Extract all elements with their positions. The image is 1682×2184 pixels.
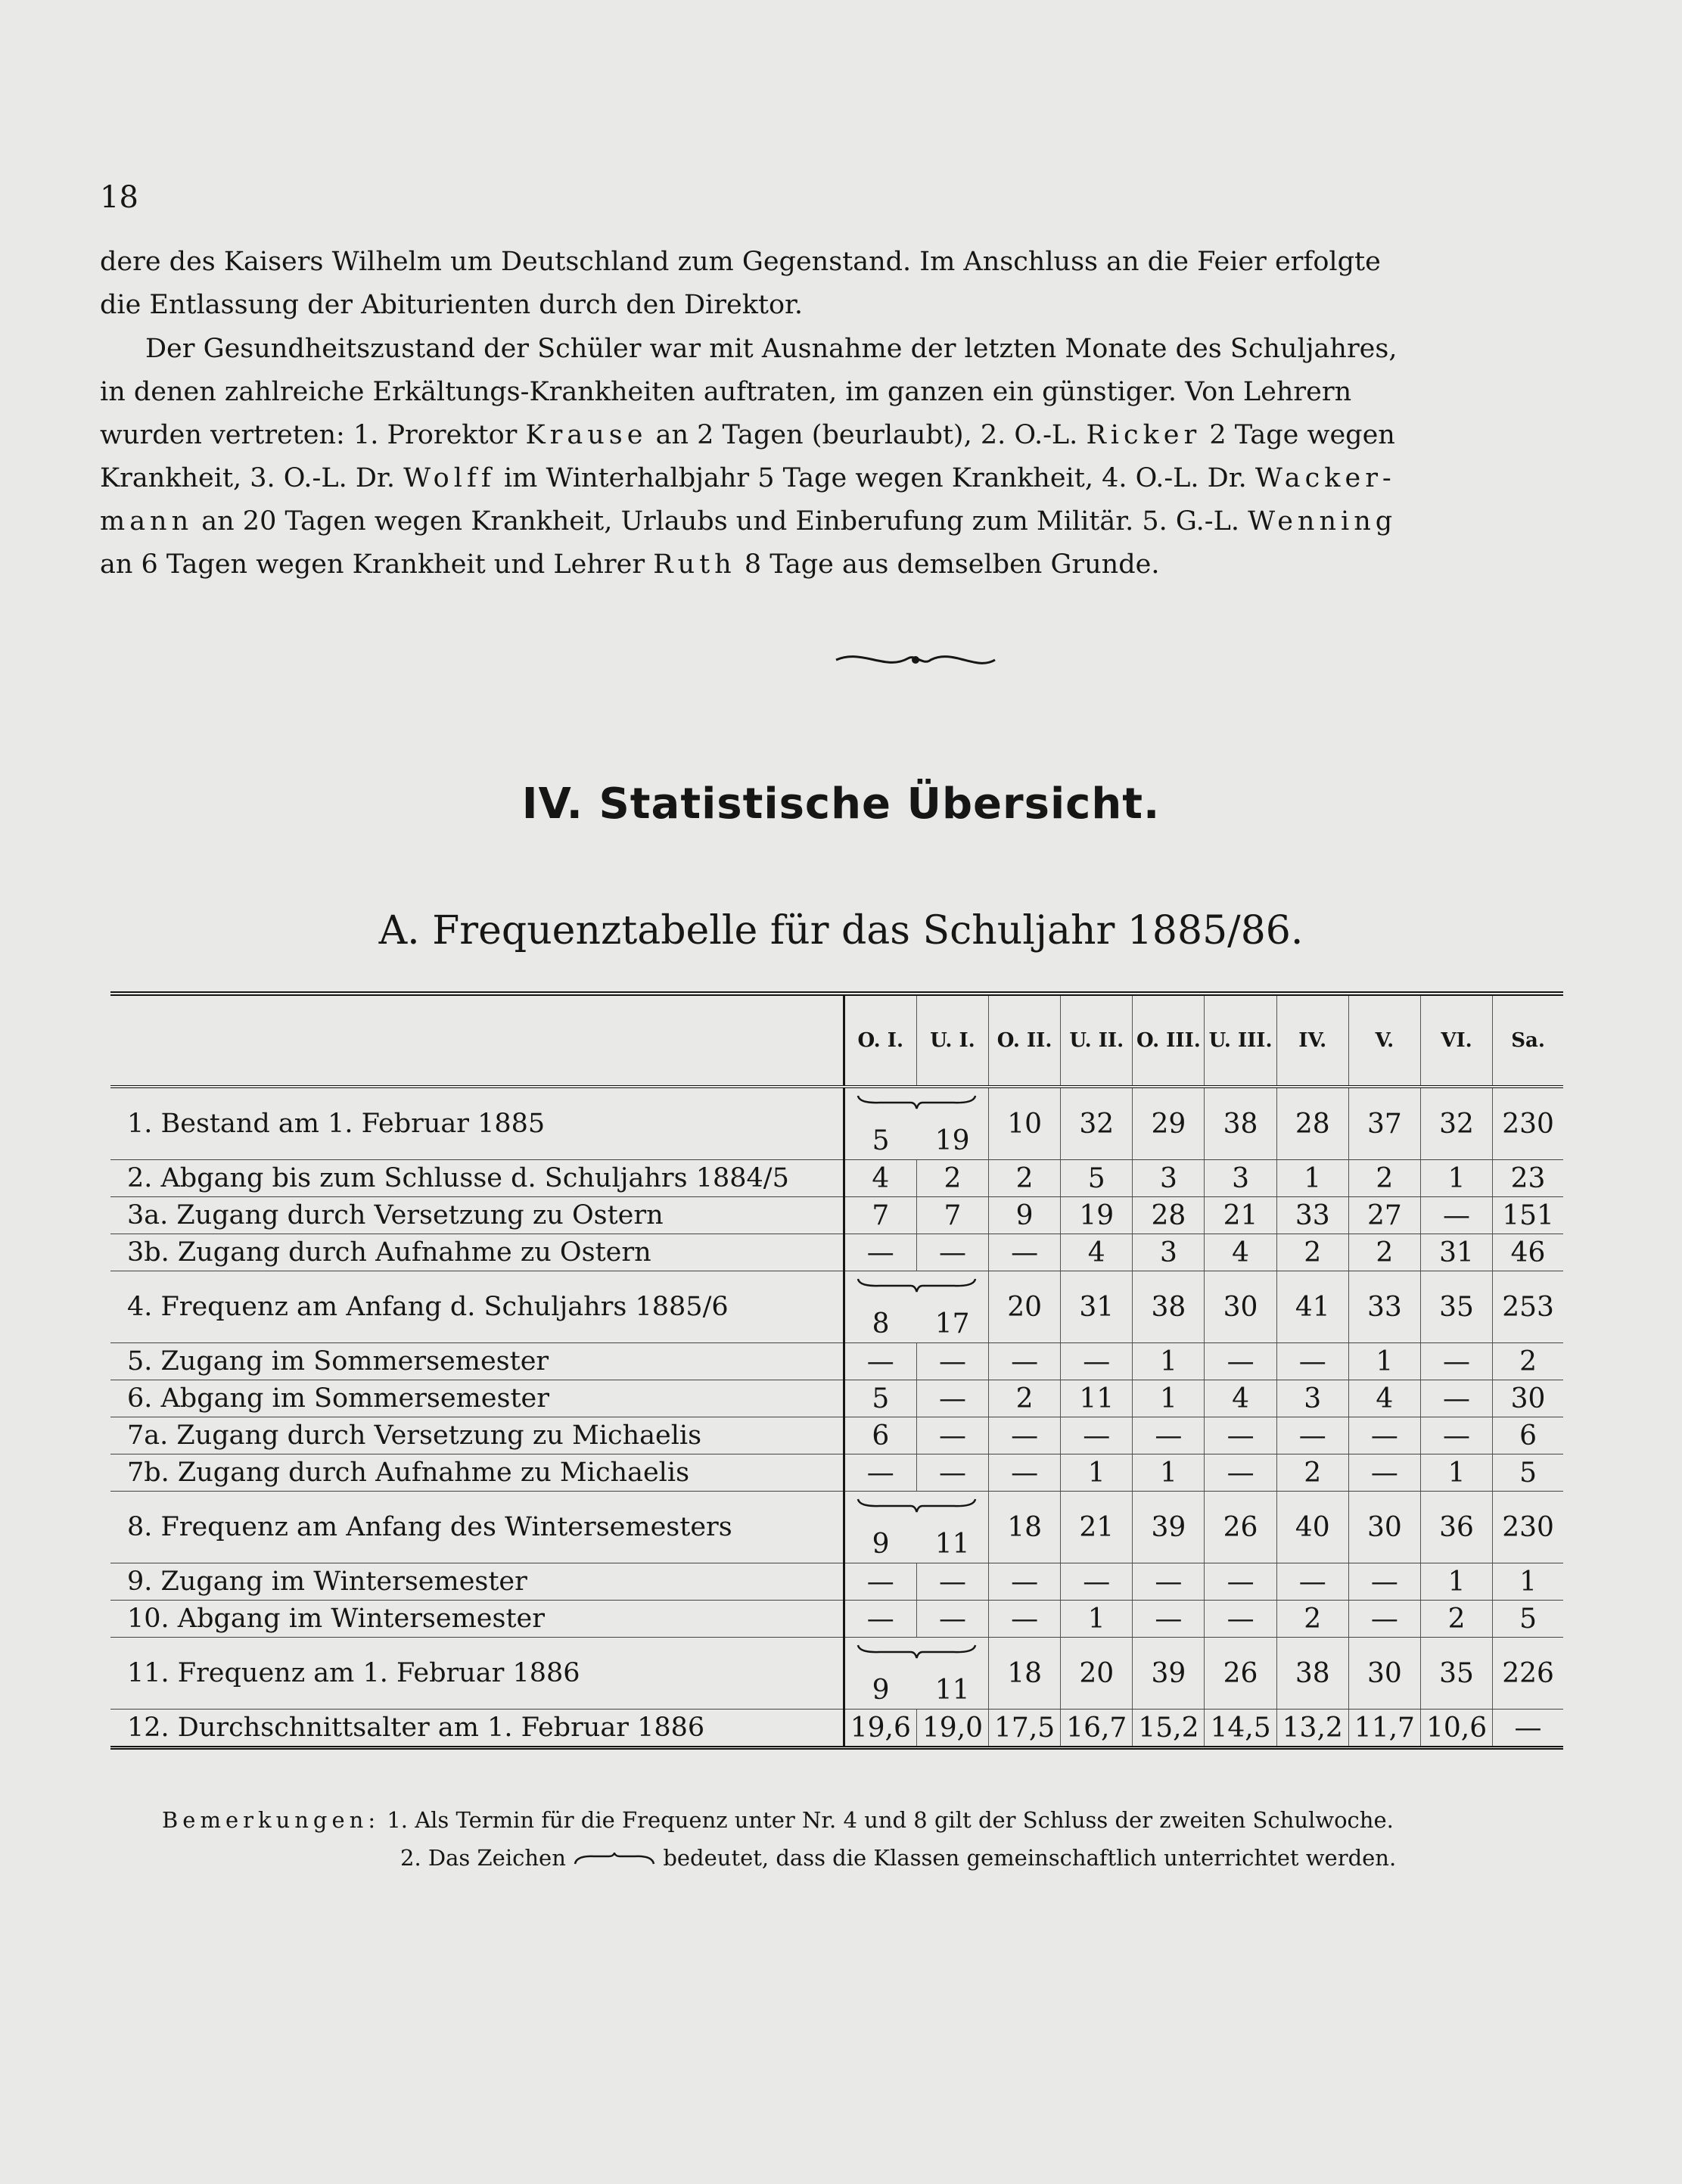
table-cell: 6 — [844, 1417, 916, 1454]
table-cell: 32 — [1061, 1087, 1133, 1160]
table-cell: 7 — [916, 1197, 988, 1234]
merged-values — [845, 1125, 988, 1156]
table-cell: 21 — [1205, 1197, 1276, 1234]
table-cell: 33 — [1348, 1271, 1420, 1343]
table-cell: 30 — [1205, 1271, 1276, 1343]
table-row — [110, 1343, 1563, 1380]
teacher-name: mann — [100, 506, 194, 537]
table-cell: — — [1420, 1417, 1492, 1454]
row-label: 11. Frequenz am 1. Februar 1886 — [110, 1638, 844, 1710]
table-cell: — — [844, 1343, 916, 1380]
merged-value: 11 — [934, 1675, 970, 1706]
section-heading: IV. Statistische Übersicht. — [521, 779, 1161, 829]
teacher-name: Wacker- — [1255, 463, 1396, 493]
table-cell: 20 — [1061, 1638, 1133, 1710]
table-cell: 37 — [1348, 1087, 1420, 1160]
table-cell: 1 — [1493, 1563, 1563, 1601]
table-cell: 2 — [1493, 1343, 1563, 1380]
text-fragment: 2 Tage wegen — [1201, 420, 1395, 450]
merged-value: 5 — [872, 1125, 890, 1156]
table-cell: 1 — [1348, 1343, 1420, 1380]
teacher-name: Krause — [525, 420, 648, 450]
combined-class-brace-icon — [857, 1093, 977, 1109]
table-cell: 31 — [1420, 1234, 1492, 1271]
merged-value: 11 — [934, 1529, 970, 1560]
table-cell: — — [1348, 1454, 1420, 1492]
table-row — [110, 1454, 1563, 1492]
combined-class-brace-icon — [857, 1276, 977, 1293]
row-label: 12. Durchschnittsalter am 1. Februar 1886 — [110, 1710, 844, 1748]
table-cell: — — [844, 1601, 916, 1638]
table-cell: 30 — [1348, 1638, 1420, 1710]
remark-text: bedeutet, dass die Klassen gemeinschaftlich unterrichtet werden. — [663, 1845, 1397, 1871]
table-cell: — — [1061, 1563, 1133, 1601]
column-header: U. I. — [916, 994, 988, 1087]
teacher-name: Wolff — [403, 463, 496, 493]
table-cell: 27 — [1348, 1197, 1420, 1234]
table-cell: 1 — [1133, 1454, 1205, 1492]
table-cell: 1 — [1420, 1160, 1492, 1197]
text-line — [100, 500, 1560, 543]
table-cell: 19 — [1061, 1197, 1133, 1234]
table-cell: 2 — [1348, 1234, 1420, 1271]
table-cell: — — [1493, 1710, 1563, 1748]
table-cell: 2 — [1276, 1234, 1348, 1271]
table-cell: — — [989, 1601, 1061, 1638]
table-cell: 35 — [1420, 1638, 1492, 1710]
column-header: IV. — [1276, 994, 1348, 1087]
table-cell: 10,6 — [1420, 1710, 1492, 1748]
table-cell: 2 — [1348, 1160, 1420, 1197]
frequency-table — [110, 991, 1563, 1750]
table-cell: 4 — [1205, 1234, 1276, 1271]
table-cell: — — [1205, 1343, 1276, 1380]
row-label: 3b. Zugang durch Aufnahme zu Ostern — [110, 1234, 844, 1271]
table-cell: 2 — [1276, 1454, 1348, 1492]
text-fragment: wurden vertreten: 1. Prorektor — [100, 420, 526, 450]
text-line: die Entlassung der Abiturienten durch den Direktor. — [100, 290, 804, 320]
text-fragment: Krankheit, 3. O.-L. Dr. — [100, 463, 404, 493]
sub-heading: A. Frequenztabelle für das Schuljahr 1885/86. — [378, 908, 1304, 954]
table-cell: 32 — [1420, 1087, 1492, 1160]
table-cell: 21 — [1061, 1492, 1133, 1563]
teacher-name: Ricker — [1086, 420, 1202, 450]
remark-text: 2. Das Zeichen — [400, 1845, 566, 1871]
table-cell: 9 — [989, 1197, 1061, 1234]
table-header-row — [110, 994, 1563, 1087]
text-line — [100, 543, 1560, 586]
table-cell: 3 — [1276, 1380, 1348, 1417]
table-cell: 1 — [1133, 1380, 1205, 1417]
row-label: 7a. Zugang durch Versetzung zu Michaelis — [110, 1417, 844, 1454]
table-cell: — — [989, 1563, 1061, 1601]
table-cell: 31 — [1061, 1271, 1133, 1343]
brace-symbol-icon — [573, 1853, 656, 1866]
table-row — [110, 1271, 1563, 1343]
row-label: 7b. Zugang durch Aufnahme zu Michaelis — [110, 1454, 844, 1492]
column-header: Sa. — [1493, 994, 1563, 1087]
table-cell: 230 — [1493, 1492, 1563, 1563]
paragraph-health — [100, 328, 1560, 586]
table-cell: 16,7 — [1061, 1710, 1133, 1748]
table-cell: 30 — [1493, 1380, 1563, 1417]
table-cell: 35 — [1420, 1271, 1492, 1343]
table-cell: — — [916, 1601, 988, 1638]
table-cell: 23 — [1493, 1160, 1563, 1197]
table-row — [110, 1492, 1563, 1563]
table-cell: 253 — [1493, 1271, 1563, 1343]
table-cell: 38 — [1133, 1271, 1205, 1343]
remarks-label: Bemerkungen: — [162, 1807, 381, 1833]
table-cell: 26 — [1205, 1638, 1276, 1710]
table-row — [110, 1160, 1563, 1197]
table-cell: 30 — [1348, 1492, 1420, 1563]
row-label: 4. Frequenz am Anfang d. Schuljahrs 1885/6 — [110, 1271, 844, 1343]
table-cell: 14,5 — [1205, 1710, 1276, 1748]
merged-value: 17 — [934, 1308, 970, 1339]
column-header: U. III. — [1205, 994, 1276, 1087]
table-cell: 19,6 — [844, 1710, 916, 1748]
table-cell: 2 — [916, 1160, 988, 1197]
column-header: U. II. — [1061, 994, 1133, 1087]
column-header: O. II. — [989, 994, 1061, 1087]
merged-value: 9 — [872, 1529, 890, 1560]
table-cell: 1 — [1420, 1454, 1492, 1492]
table-cell: 29 — [1133, 1087, 1205, 1160]
table-cell: — — [844, 1454, 916, 1492]
row-label: 1. Bestand am 1. Februar 1885 — [110, 1087, 844, 1160]
table-cell: 226 — [1493, 1638, 1563, 1710]
table-cell: — — [1348, 1563, 1420, 1601]
table-cell: 5 — [1493, 1454, 1563, 1492]
row-label: 8. Frequenz am Anfang des Wintersemesters — [110, 1492, 844, 1563]
text-line: Der Gesundheitszustand der Schüler war mit Ausnahme der letzten Monate des Schuljahres, — [145, 334, 1398, 364]
table-cell: — — [989, 1343, 1061, 1380]
table-cell: 3 — [1205, 1160, 1276, 1197]
text-fragment: 8 Tage aus demselben Grunde. — [735, 549, 1160, 580]
table-cell: — — [989, 1234, 1061, 1271]
table-cell: 20 — [989, 1271, 1061, 1343]
merged-values — [845, 1308, 988, 1339]
table-cell: 5 — [1061, 1160, 1133, 1197]
text-line: in denen zahlreiche Erkältungs-Krankheiten auftraten, im ganzen ein günstiger. Von Lehrern — [100, 377, 1352, 407]
column-header: VI. — [1420, 994, 1492, 1087]
table-cell: — — [1420, 1343, 1492, 1380]
text-fragment: an 2 Tagen (beurlaubt), 2. O.-L. — [647, 420, 1087, 450]
table-cell: 5 — [844, 1380, 916, 1417]
teacher-name: Ruth — [653, 549, 736, 580]
column-header: O. I. — [844, 994, 916, 1087]
table-cell: — — [844, 1563, 916, 1601]
combined-class-brace-icon — [857, 1642, 977, 1659]
label-column-header — [110, 994, 844, 1087]
table-cell: 41 — [1276, 1271, 1348, 1343]
remark-line — [162, 1839, 1396, 1877]
table-cell: — — [1348, 1417, 1420, 1454]
table-cell: — — [916, 1563, 988, 1601]
row-label: 9. Zugang im Wintersemester — [110, 1563, 844, 1601]
text-fragment: im Winterhalbjahr 5 Tage wegen Krankheit, 4. O.-L. Dr. — [495, 463, 1255, 493]
table-cell: 3 — [1133, 1160, 1205, 1197]
text-line — [100, 457, 1560, 500]
table-cell: 3 — [1133, 1234, 1205, 1271]
merged-value: 8 — [872, 1308, 890, 1339]
merged-cell — [844, 1492, 988, 1563]
table-cell: — — [1133, 1601, 1205, 1638]
merged-values — [845, 1675, 988, 1706]
merged-cell — [844, 1638, 988, 1710]
table-cell: — — [989, 1454, 1061, 1492]
table-cell: 4 — [1348, 1380, 1420, 1417]
table-cell: — — [916, 1417, 988, 1454]
table-cell: 1 — [1276, 1160, 1348, 1197]
table-cell: 2 — [1420, 1601, 1492, 1638]
remark-text: 1. Als Termin für die Frequenz unter Nr. 4 und 8 gilt der Schluss der zweiten Schulwoche. — [387, 1807, 1394, 1833]
table-cell: 11 — [1061, 1380, 1133, 1417]
table-cell: 1 — [1061, 1601, 1133, 1638]
table-cell: — — [1205, 1563, 1276, 1601]
paragraph-festival — [100, 241, 1560, 327]
table-cell: 38 — [1205, 1087, 1276, 1160]
table-cell: 13,2 — [1276, 1710, 1348, 1748]
teacher-name: Wenning — [1248, 506, 1398, 537]
row-label: 2. Abgang bis zum Schlusse d. Schuljahrs 1884/5 — [110, 1160, 844, 1197]
table-cell: — — [989, 1417, 1061, 1454]
table-cell: 2 — [989, 1380, 1061, 1417]
table-cell: 11,7 — [1348, 1710, 1420, 1748]
table-cell: 19,0 — [916, 1710, 988, 1748]
table-cell: — — [1276, 1563, 1348, 1601]
table-cell: — — [1133, 1563, 1205, 1601]
table-cell: — — [916, 1380, 988, 1417]
table-row — [110, 1638, 1563, 1710]
table-cell: 36 — [1420, 1492, 1492, 1563]
text-line — [100, 414, 1560, 457]
table-row — [110, 1601, 1563, 1638]
merged-value: 19 — [934, 1125, 970, 1156]
table-cell: 10 — [989, 1087, 1061, 1160]
column-header: V. — [1348, 994, 1420, 1087]
table-cell: — — [1420, 1197, 1492, 1234]
table-cell: 39 — [1133, 1492, 1205, 1563]
table-cell: — — [1133, 1417, 1205, 1454]
table-cell: — — [1205, 1454, 1276, 1492]
table-cell: 1 — [1420, 1563, 1492, 1601]
table-cell: 28 — [1133, 1197, 1205, 1234]
text-line: dere des Kaisers Wilhelm um Deutschland zum Gegenstand. Im Anschluss an die Feier erfolgte — [100, 247, 1381, 277]
row-label: 10. Abgang im Wintersemester — [110, 1601, 844, 1638]
table-row — [110, 1710, 1563, 1748]
table-cell: 1 — [1133, 1343, 1205, 1380]
row-label: 3a. Zugang durch Versetzung zu Ostern — [110, 1197, 844, 1234]
table-cell: — — [1061, 1417, 1133, 1454]
table-cell: — — [916, 1454, 988, 1492]
remarks — [162, 1801, 1396, 1877]
merged-values — [845, 1529, 988, 1560]
table-cell: 15,2 — [1133, 1710, 1205, 1748]
table-cell: — — [1348, 1601, 1420, 1638]
table-row — [110, 1380, 1563, 1417]
table-cell: 7 — [844, 1197, 916, 1234]
table-cell: — — [844, 1234, 916, 1271]
table-cell: 230 — [1493, 1087, 1563, 1160]
table-cell: 18 — [989, 1492, 1061, 1563]
table-cell: — — [916, 1343, 988, 1380]
table-row — [110, 1417, 1563, 1454]
row-label: 6. Abgang im Sommersemester — [110, 1380, 844, 1417]
table-cell: 2 — [1276, 1601, 1348, 1638]
row-label: 5. Zugang im Sommersemester — [110, 1343, 844, 1380]
table-cell: 40 — [1276, 1492, 1348, 1563]
table-cell: 28 — [1276, 1087, 1348, 1160]
table-row — [110, 1197, 1563, 1234]
table-cell: 1 — [1061, 1454, 1133, 1492]
table-cell: 4 — [844, 1160, 916, 1197]
table-cell: 33 — [1276, 1197, 1348, 1234]
table-cell: — — [1276, 1343, 1348, 1380]
merged-cell — [844, 1271, 988, 1343]
table-cell: 4 — [1061, 1234, 1133, 1271]
table-cell: — — [1276, 1417, 1348, 1454]
table-cell: — — [1061, 1343, 1133, 1380]
text-fragment: an 6 Tagen wegen Krankheit und Lehrer — [100, 549, 654, 580]
table-cell: 17,5 — [989, 1710, 1061, 1748]
combined-class-brace-icon — [857, 1496, 977, 1513]
table-cell: 151 — [1493, 1197, 1563, 1234]
merged-cell — [844, 1087, 988, 1160]
table-cell: 39 — [1133, 1638, 1205, 1710]
page-number: 18 — [100, 180, 138, 215]
column-header: O. III. — [1133, 994, 1205, 1087]
table-cell: — — [1420, 1380, 1492, 1417]
table-cell: 46 — [1493, 1234, 1563, 1271]
table-row — [110, 1087, 1563, 1160]
table-cell: — — [916, 1234, 988, 1271]
text-fragment: an 20 Tagen wegen Krankheit, Urlaubs und Einberufung zum Militär. 5. G.-L. — [193, 506, 1248, 537]
table-cell: 38 — [1276, 1638, 1348, 1710]
table-cell: 2 — [989, 1160, 1061, 1197]
table-cell: 5 — [1493, 1601, 1563, 1638]
table-cell: 4 — [1205, 1380, 1276, 1417]
table-cell: 26 — [1205, 1492, 1276, 1563]
table-cell: — — [1205, 1417, 1276, 1454]
merged-value: 9 — [872, 1675, 890, 1706]
ornament-divider-icon — [832, 645, 999, 675]
table-row — [110, 1563, 1563, 1601]
remark-line — [162, 1801, 1396, 1839]
table-cell: 6 — [1493, 1417, 1563, 1454]
table-body — [110, 1087, 1563, 1748]
table-row — [110, 1234, 1563, 1271]
table-cell: 18 — [989, 1638, 1061, 1710]
table-cell: — — [1205, 1601, 1276, 1638]
